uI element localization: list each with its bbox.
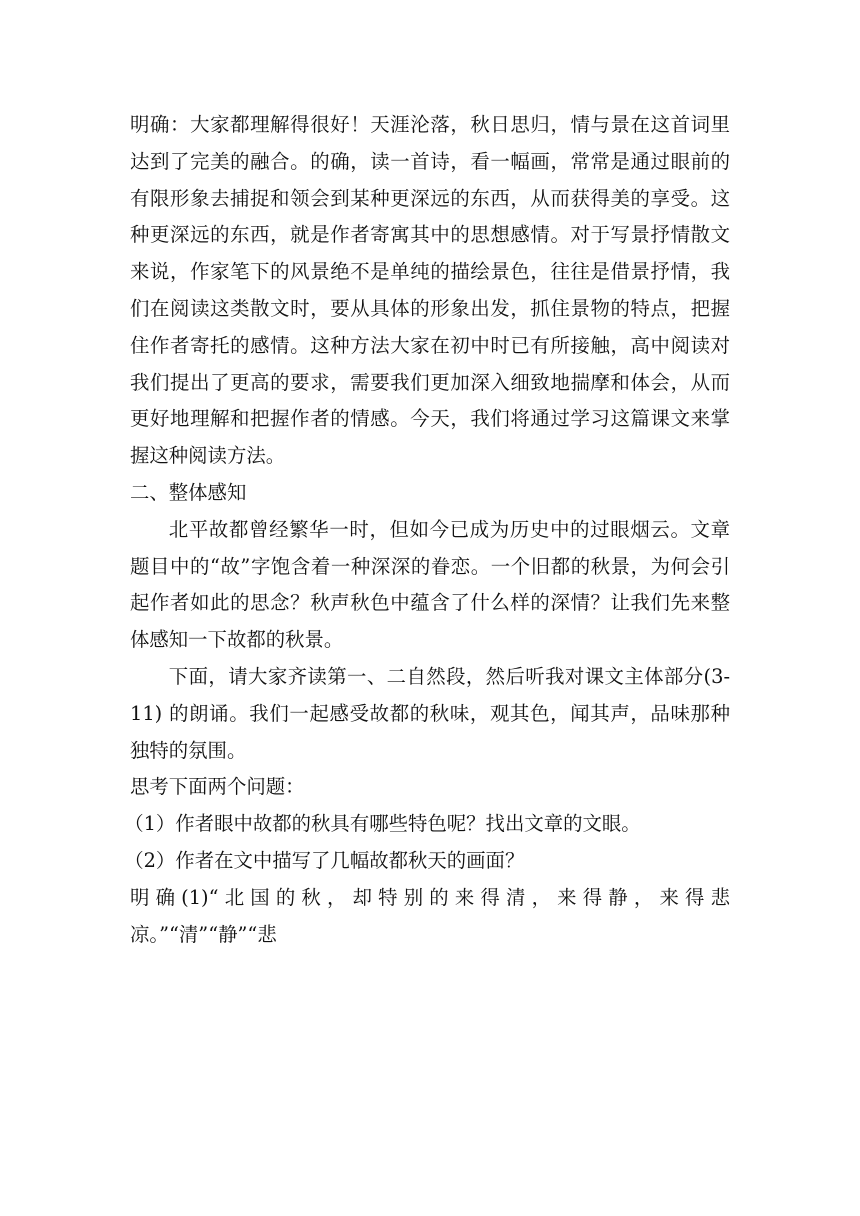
paragraph-old-capital: 北平故都曾经繁华一时，但如今已成为历史中的过眼烟云。文章题目中的“故”字饱含着一种深深的眷恋。一个旧都的秋景，为何会引起作者如此的思念？秋声秋色中蕴含了什么样的深情？让我们先来整体感知一下故都的秋景。: [130, 517, 730, 652]
answer-paragraph-intro: 明确：大家都理解得很好！天涯沦落，秋日思归，情与景在这首词里达到了完美的融合。的确，读一首诗，看一幅画，常常是通过眼前的有限形象去捕捉和领会到某种更深远的东西，从而获得美的享受。这种更深远的东西，就是作者寄寓其中的思想感情。对于写景抒情散文来说，作家笔下的风景绝不是单纯的描绘景色，往往是借景抒情，我们在阅读这类散文时，要从具体的形象出发，抓住景物的特点，把握住作者寄托的感情。这种方法大家在初中时已有所接触，高中阅读对我们提出了更高的要求，需要我们更加深入细致地揣摩和体会，从而更好地理解和把握作者的情感。今天，我们将通过学习这篇课文来掌握这种阅读方法。: [130, 113, 730, 468]
question-2: （2）作者在文中描写了几幅故都秋天的画面？: [124, 848, 525, 872]
answer-paragraph-1: 明确(1)“北国的秋，却特别的来得清，来得静，来得悲凉。”“清”“静”“悲: [130, 885, 730, 946]
document-body: [124, 107, 730, 953]
paragraph-reading-instruction: 下面，请大家齐读第一、二自然段，然后听我对课文主体部分(3-11) 的朗诵。我们一起感受故都的秋味，观其色，闻其声，品味那种独特的氛围。: [130, 664, 730, 762]
questions-intro: 思考下面两个问题：: [130, 775, 305, 799]
section-heading-overall-perception: 二、整体感知: [130, 480, 247, 504]
question-1: （1）作者眼中故都的秋具有哪些特色呢？找出文章的文眼。: [124, 812, 641, 836]
